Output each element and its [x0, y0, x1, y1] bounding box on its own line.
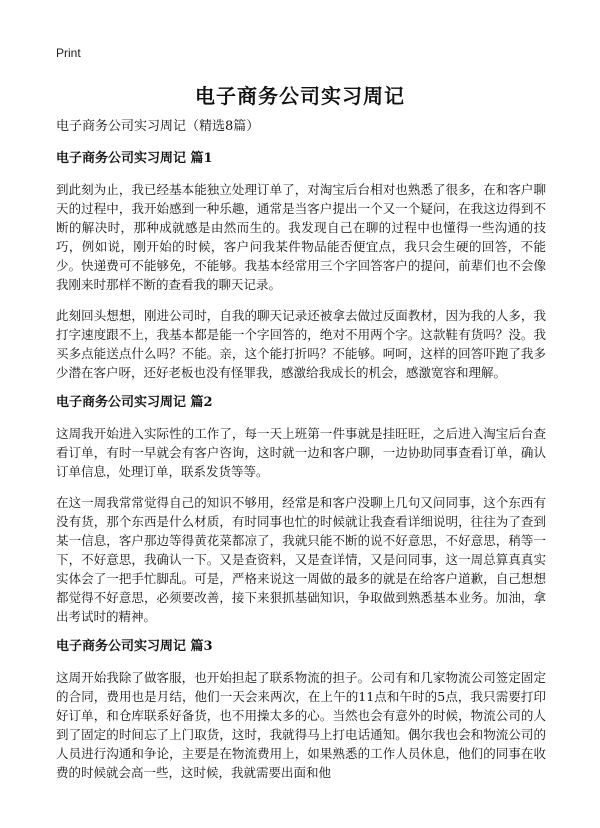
paragraph: 这周我开始进入实际性的工作了，每一天上班第一件事就是挂旺旺，之后进入淘宝后台查看订单，有时一早就会有客户咨询，这时就一边和客户聊，一边协助同事查看订单，确认订单信息，处理订单，联系发货等等。 — [56, 426, 546, 479]
document-title: 电子商务公司实习周记 — [195, 84, 405, 108]
section-heading: 电子商务公司实习周记 篇3 — [56, 639, 213, 654]
section-heading: 电子商务公司实习周记 篇1 — [56, 151, 213, 166]
section-heading: 电子商务公司实习周记 篇2 — [56, 395, 213, 410]
print-link[interactable]: Print — [56, 46, 81, 60]
section-1 — [56, 150, 546, 382]
paragraph: 此刻回头想想，刚进公司时，自我的聊天记录还被拿去做过反面教材，因为我的人多，我打字速度跟不上，我基本都是能一个字回答的，绝对不用两个字。这款鞋有货吗？没。我买多点能送点什么吗？不能。亲，这个能打折吗？不能够。呵呵，这样的回答吓跑了我多少潜在客户呀，还好老板也没有怪罪我，感激给我成长的机会，感激宽容和理解。 — [56, 308, 546, 380]
document-subtitle: 电子商务公司实习周记（精选8篇） — [56, 119, 260, 134]
paragraph: 这周开始我除了做客服，也开始担起了联系物流的担子。公司有和几家物流公司签定固定的合同，费用也是月结，他们一天会来两次，在上午的11点和午时的5点，我只需要打印好订单，和仓库联系好备货，也不用操太多的心。当然也会有意外的时候，物流公司的人到了固定的时间忘了上门取货，这时，我就得马上打电话通知。偶尔我也会和物流公司的人员进行沟通和争论，主要是在物流费用上，如果熟悉的工作人员休息，他们的同事在收费的时候就会高一些，这时候，我就需要出面和他 — [56, 670, 546, 780]
section-3 — [56, 638, 546, 782]
document-body — [56, 118, 546, 794]
section-2 — [56, 394, 546, 626]
paragraph: 在这一周我常常觉得自己的知识不够用，经常是和客户没聊上几句又问同事，这个东西有没有货，那个东西是什么材质，有时同事也忙的时候就让我查看详细说明，往往为了查到某一信息，客户那边等得黄花菜都凉了，我就只能不断的说不好意思，不好意思，稍等一下，不好意思，我确认一下。又是查资料，又是查详情，又是问同事，这一周总算真真实实体会了一把手忙脚乱。可是，严格来说这一周做的最多的就是在给客户道歉，自己想想都觉得不好意思，必须要改善，接下来狠抓基础知识，争取做到熟悉基本业务。加油，拿出考试时的精神。 — [56, 495, 546, 624]
paragraph: 到此刻为止，我已经基本能独立处理订单了，对淘宝后台相对也熟悉了很多，在和客户聊天的过程中，我开始感到一种乐趣，通常是当客户提出一个又一个疑问，在我这边得到不断的解决时，那种成就感是由然而生的。我发现自己在聊的过程中也懂得一些沟通的技巧，例如说，刚开始的时候，客户问我某件物品能否便宜点，我只会生硬的回答，不能少。快递费可不能够免，不能够。我基本经常用三个字回答客户的提问，前辈们也不会像我刚来时那样不断的查看我的聊天记录。 — [56, 182, 546, 292]
